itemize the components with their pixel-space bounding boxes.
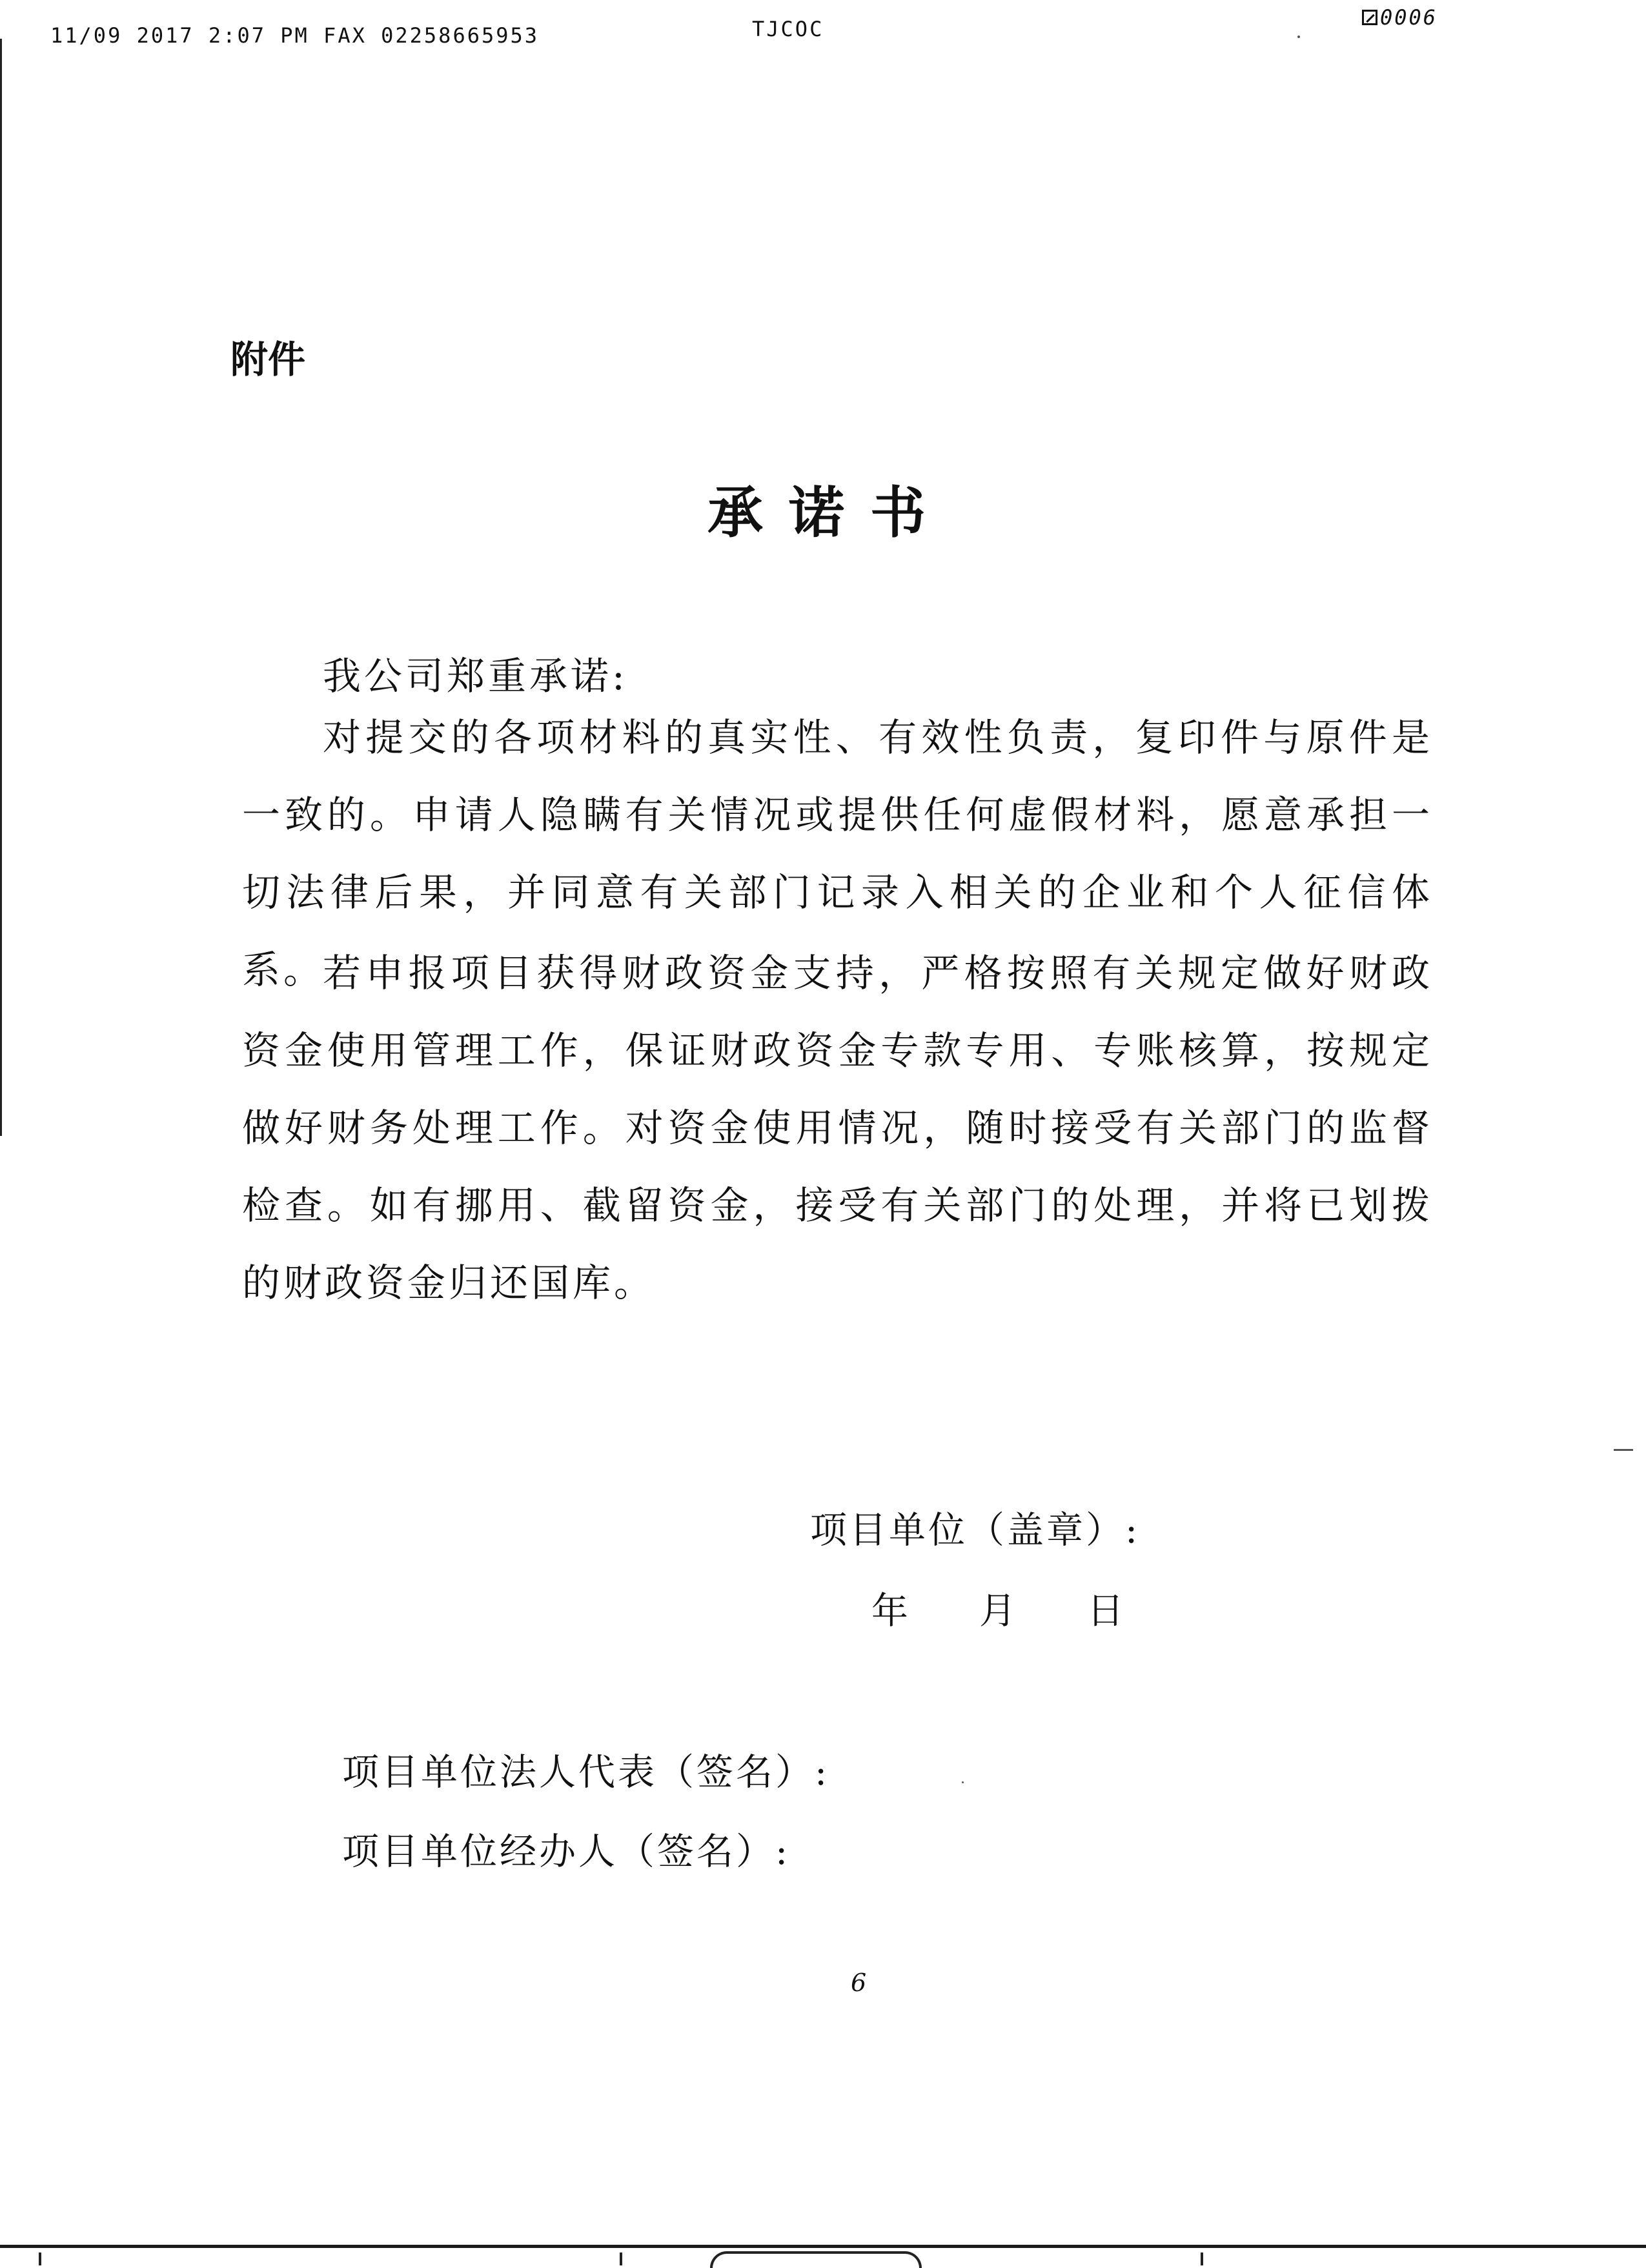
legal-representative-signature-line: 项目单位法人代表（签名）:	[342, 1751, 830, 1794]
date-month: 月	[979, 1590, 1016, 1632]
scan-speck	[1614, 1449, 1633, 1451]
fax-page-counter	[1362, 5, 1438, 30]
seal-line: 项目单位（盖章）:	[810, 1509, 1141, 1552]
greeting-line: 我公司郑重承诺:	[323, 654, 628, 698]
scan-bottom-edge	[0, 2245, 1646, 2248]
paragraph-funding: 若申报项目获得财政资金支持，严格按照有关规定做好财政资金使用管理工作，保证财政资金专款专用、专账核算，按规定做好财务处理工作。对资金使用情况，随时接受有关部门的监督检查。如有挪用、截留资金，接受有关部门的处理，并将已划拨的财政资金归还国库。	[242, 951, 1433, 1305]
handler-signature-line: 项目单位经办人（签名）:	[342, 1830, 791, 1873]
fax-header	[0, 5, 1646, 48]
date-year: 年	[871, 1590, 908, 1632]
scan-speck	[1297, 35, 1300, 38]
page-edge-line	[0, 39, 2, 1136]
page-number: 6	[851, 1969, 867, 1997]
attachment-label: 附件	[230, 338, 306, 381]
scan-speck	[962, 1781, 964, 1783]
fax-sender-id: TJCOC	[752, 17, 824, 41]
document-title: 承诺书	[707, 480, 951, 545]
fax-datetime-number: 11/09 2017 2:07 PM FAX 02258665953	[50, 23, 540, 48]
scan-bottom-arc	[710, 2251, 922, 2268]
paragraph-authenticity: 对提交的各项材料的真实性、有效性负责，复印件与原件是一致的。申请人隐瞒有关情况或提供任何虚假材料，愿意承担一切法律后果，并同意有关部门记录入相关的企业和个人征信体系。	[242, 715, 1433, 992]
fax-page-number: 0006	[1380, 5, 1438, 30]
date-day: 日	[1087, 1590, 1124, 1632]
fax-page-icon	[1362, 10, 1377, 25]
date-line	[871, 1581, 1124, 1634]
